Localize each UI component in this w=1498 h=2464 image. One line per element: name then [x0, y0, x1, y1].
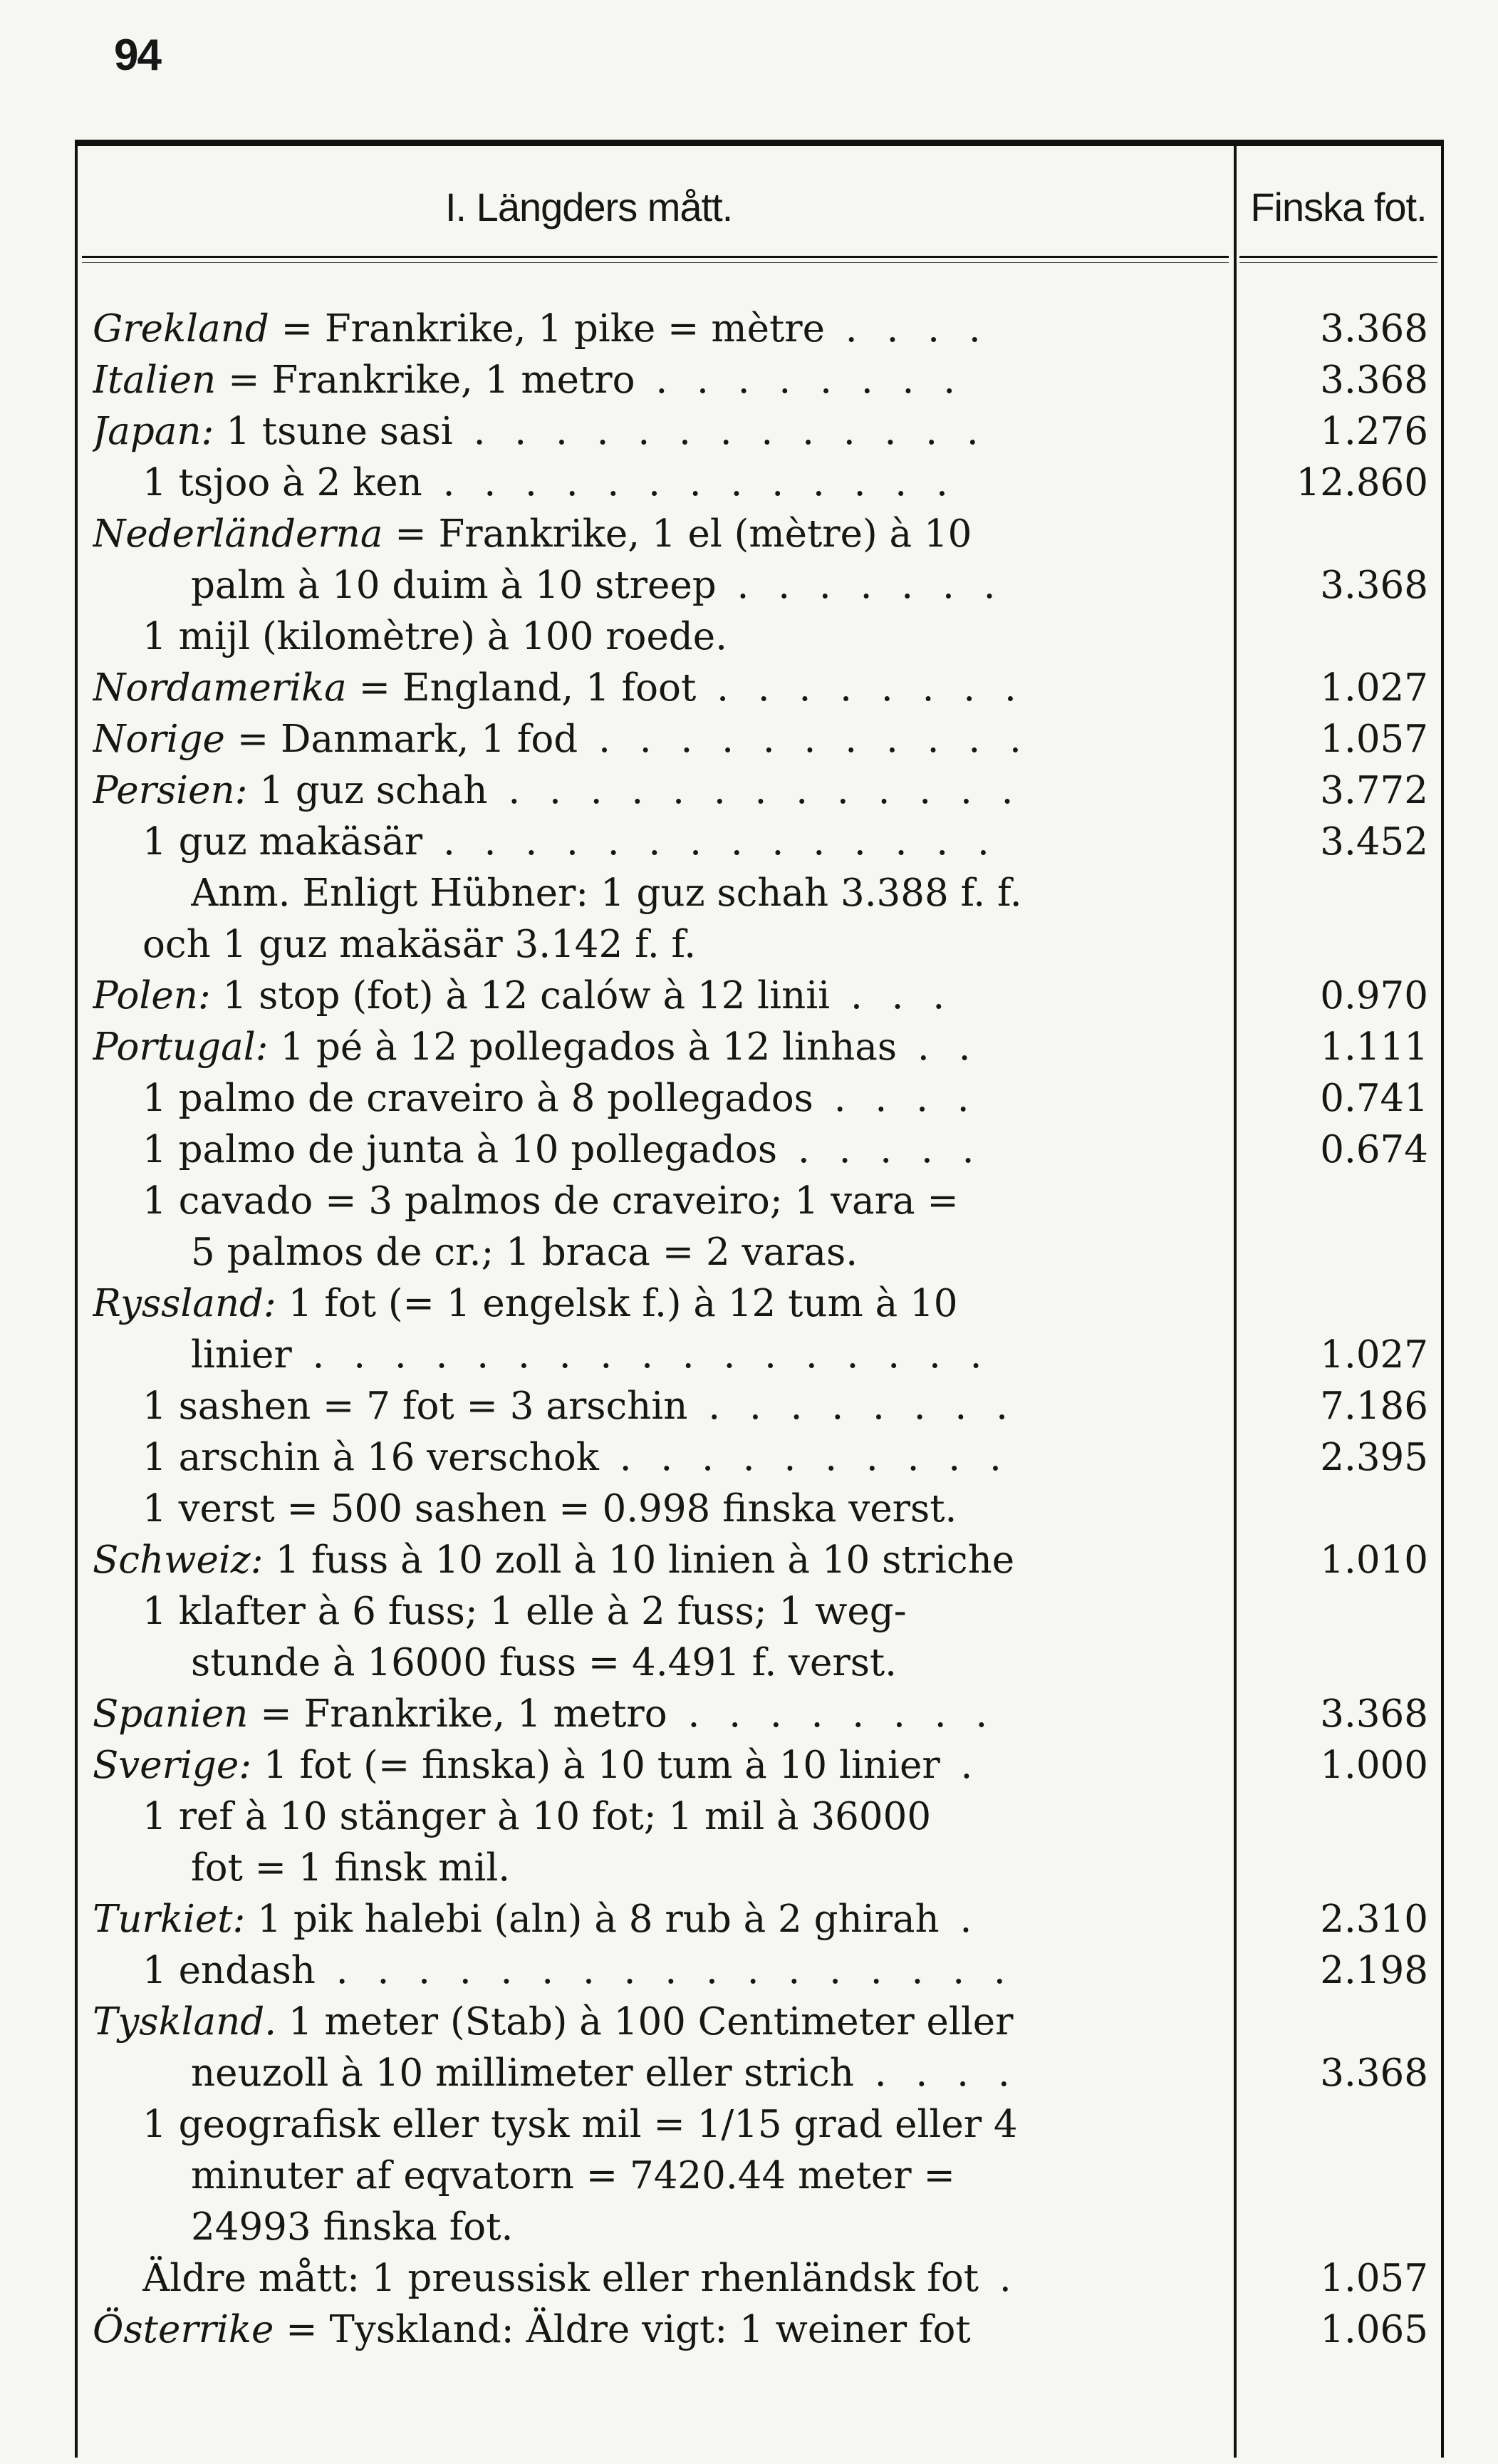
row-description: [142, 1791, 1214, 1843]
measure-text: 1 ref à 10 stänger à 10 fot; 1 mil à 36000: [142, 1795, 932, 1838]
leader-dots: . . . . . . . . . . . . . . . . .: [291, 1333, 991, 1377]
table-row: [0, 1586, 1498, 1637]
finska-fot-value: 1.000: [1320, 1744, 1428, 1787]
measure-text: = England, 1 foot: [346, 666, 697, 710]
row-description: [191, 1330, 1214, 1381]
table-row: [0, 1022, 1498, 1073]
leader-dots: . . . . . . . . . . .: [578, 718, 1030, 761]
table-row: [0, 1484, 1498, 1535]
country-name: Spanien: [93, 1692, 249, 1736]
table-row: [0, 2202, 1498, 2253]
measure-text: 1 sashen = 7 fot = 3 arschin: [142, 1384, 688, 1428]
country-name: Schweiz:: [93, 1538, 264, 1582]
row-description: [93, 1689, 1214, 1740]
row-description: [93, 1535, 1214, 1586]
table-row: [0, 2150, 1498, 2202]
table-row: [0, 560, 1498, 611]
row-description: [142, 817, 1214, 868]
table-row: [0, 868, 1498, 919]
table-row: [0, 2048, 1498, 2099]
country-name: Österrike: [93, 2308, 274, 2351]
table-row: [0, 1894, 1498, 1945]
row-description: [191, 2048, 1214, 2099]
measure-text: minuter af eqvatorn = 7420.44 meter =: [191, 2154, 955, 2198]
table-row: [0, 406, 1498, 457]
measure-text: 1 tsjoo à 2 ken: [142, 461, 422, 504]
leader-dots: . . . . . . . . . . . . . .: [422, 820, 998, 864]
measure-text: 1 geografisk eller tysk mil = 1/15 grad eller 4: [142, 2103, 1018, 2146]
country-name: Turkiet:: [93, 1898, 246, 1941]
row-description: [93, 304, 1214, 355]
measure-text: och 1 guz makäsär 3.142 f. f.: [142, 923, 697, 966]
leader-dots: . . . . . . . . . . . . .: [487, 769, 1022, 812]
table-row: [0, 2304, 1498, 2356]
measure-text: Äldre mått: 1 preussisk eller rhenländsk fot: [142, 2257, 979, 2300]
finska-fot-value: 2.198: [1320, 1949, 1428, 1992]
measure-text: 1 verst = 500 sashen = 0.998 finska verst.: [142, 1487, 957, 1531]
country-name: Italien: [93, 358, 217, 402]
row-description: [191, 1843, 1214, 1894]
leader-dots: . . . . . . . . . . . . .: [422, 461, 957, 504]
row-description: [142, 611, 1214, 663]
row-description: [142, 1124, 1214, 1176]
row-description: [191, 1227, 1214, 1278]
measure-text: Anm. Enligt Hübner: 1 guz schah 3.388 f. f.: [191, 871, 1022, 915]
table-row: [0, 611, 1498, 663]
country-name: Polen:: [93, 974, 211, 1018]
measure-text: = Danmark, 1 fod: [224, 718, 578, 761]
leader-dots: . . . . . . . . . . . . . . . . .: [315, 1949, 1014, 1992]
table-row: [0, 1381, 1498, 1432]
table-row: [0, 1535, 1498, 1586]
measure-text: 1 palmo de craveiro à 8 pollegados: [142, 1077, 813, 1120]
finska-fot-value: 3.368: [1320, 307, 1428, 351]
measure-text: 1 fot (= 1 engelsk f.) à 12 tum à 10: [276, 1282, 958, 1325]
table-row: [0, 355, 1498, 406]
measure-text: 1 arschin à 16 verschok: [142, 1436, 599, 1479]
finska-fot-value: 2.310: [1320, 1898, 1428, 1941]
table-row: [0, 1740, 1498, 1791]
table-row: [0, 1843, 1498, 1894]
table-row: [0, 765, 1498, 817]
table-row: [0, 663, 1498, 714]
measure-text: = Frankrike, 1 el (mètre) à 10: [383, 512, 972, 556]
leader-dots: . . . . . . . .: [635, 358, 964, 402]
table-row: [0, 1227, 1498, 1278]
country-name: Portugal:: [93, 1025, 269, 1069]
row-description: [191, 560, 1214, 611]
row-description: [142, 1176, 1214, 1227]
row-description: [93, 509, 1214, 560]
country-name: Norige: [93, 718, 225, 761]
row-description: [142, 1073, 1214, 1124]
row-description: [93, 355, 1214, 406]
row-description: [142, 1381, 1214, 1432]
table-row: [0, 509, 1498, 560]
leader-dots: . . . . .: [777, 1128, 983, 1171]
finska-fot-value: 0.674: [1320, 1128, 1428, 1171]
leader-dots: . . . .: [824, 307, 989, 351]
finska-fot-value: 2.395: [1320, 1436, 1428, 1479]
leader-dots: . . . . . . . . . . . . .: [452, 410, 987, 453]
row-description: [93, 1278, 1214, 1330]
measure-text: 1 mijl (kilomètre) à 100 roede.: [142, 615, 727, 658]
country-name: Japan:: [93, 410, 214, 453]
finska-fot-value: 7.186: [1320, 1384, 1428, 1428]
measure-text: 24993 finska fot.: [191, 2205, 514, 2249]
row-description: [142, 2253, 1214, 2304]
row-description: [142, 2099, 1214, 2150]
row-description: [191, 2202, 1214, 2253]
leader-dots: . . . . . . . .: [667, 1692, 997, 1736]
finska-fot-value: 1.111: [1320, 1025, 1428, 1069]
finska-fot-value: 1.010: [1320, 1538, 1428, 1582]
table-row: [0, 457, 1498, 509]
row-description: [93, 1022, 1214, 1073]
table-row: [0, 1330, 1498, 1381]
row-description: [142, 1945, 1214, 1997]
measure-text: 5 palmos de cr.; 1 braca = 2 varas.: [191, 1231, 858, 1274]
row-description: [191, 1637, 1214, 1689]
leader-dots: . . . . . . . .: [687, 1384, 1016, 1428]
measure-text: 1 meter (Stab) à 100 Centimeter eller: [276, 2000, 1014, 2044]
finska-fot-value: 1.057: [1320, 718, 1428, 761]
row-description: [93, 406, 1214, 457]
table-row: [0, 1945, 1498, 1997]
leader-dots: . . .: [830, 974, 954, 1018]
measure-text: palm à 10 duim à 10 streep: [191, 564, 717, 607]
finska-fot-value: 3.452: [1320, 820, 1428, 864]
measure-text: linier: [191, 1333, 292, 1377]
measure-text: 1 palmo de junta à 10 pollegados: [142, 1128, 778, 1171]
finska-fot-value: 1.065: [1320, 2308, 1428, 2351]
table-row: [0, 1637, 1498, 1689]
row-description: [93, 765, 1214, 817]
leader-dots: . . . . . . . .: [696, 666, 1025, 710]
measure-text: 1 fuss à 10 zoll à 10 linien à 10 striche: [263, 1538, 1015, 1582]
finska-fot-value: 3.368: [1320, 358, 1428, 402]
unit-column-header: Finska fot.: [1250, 185, 1427, 229]
row-description: [142, 1432, 1214, 1484]
row-description: [93, 1997, 1214, 2048]
table-row: [0, 817, 1498, 868]
leader-dots: . . . .: [813, 1077, 978, 1120]
leader-dots: .: [940, 1744, 982, 1787]
table-row: [0, 1432, 1498, 1484]
measure-text: = Frankrike, 1 metro: [248, 1692, 667, 1736]
measure-text: 1 fot (= finska) à 10 tum à 10 linier: [251, 1744, 940, 1787]
row-description: [142, 1586, 1214, 1637]
table-row: [0, 919, 1498, 970]
measure-text: 1 guz schah: [247, 769, 488, 812]
header-rule-thin-unit: [1239, 262, 1437, 263]
measure-text: = Frankrike, 1 pike = mètre: [269, 307, 825, 351]
row-description: [93, 2304, 1214, 2356]
row-description: [142, 919, 1214, 970]
page-number: 94: [114, 31, 160, 80]
header-rule-unit: [1239, 256, 1437, 258]
table-row: [0, 1073, 1498, 1124]
measure-text: 1 endash: [142, 1949, 316, 1992]
table-row: [0, 1176, 1498, 1227]
measure-text: 1 tsune sasi: [214, 410, 453, 453]
measure-text: 1 pik halebi (aln) à 8 rub à 2 ghirah: [245, 1898, 940, 1941]
country-name: Tyskland.: [93, 2000, 277, 2044]
header-rule: [82, 256, 1229, 258]
leader-dots: . .: [897, 1025, 979, 1069]
finska-fot-value: 1.027: [1320, 1333, 1428, 1377]
measure-text: 1 klafter à 6 fuss; 1 elle à 2 fuss; 1 weg-: [142, 1590, 907, 1633]
row-description: [93, 1740, 1214, 1791]
row-description: [93, 970, 1214, 1022]
leader-dots: .: [979, 2257, 1020, 2300]
finska-fot-value: 1.276: [1320, 410, 1428, 453]
table-row: [0, 1278, 1498, 1330]
leader-dots: . . . .: [853, 2051, 1019, 2095]
measure-text: 1 pé à 12 pollegados à 12 linhas: [268, 1025, 898, 1069]
header-rule-thin: [82, 262, 1229, 263]
finska-fot-value: 1.027: [1320, 666, 1428, 710]
row-description: [93, 663, 1214, 714]
table-row: [0, 2099, 1498, 2150]
table-row: [0, 304, 1498, 355]
measure-text: = Tyskland: Äldre vigt: 1 weiner fot: [274, 2308, 971, 2351]
country-name: Nordamerika: [93, 666, 347, 710]
row-description: [142, 457, 1214, 509]
finska-fot-value: 12.860: [1296, 461, 1428, 504]
table-row: [0, 1997, 1498, 2048]
finska-fot-value: 3.368: [1320, 2051, 1428, 2095]
leader-dots: .: [939, 1898, 981, 1941]
table-row: [0, 714, 1498, 765]
country-name: Ryssland:: [93, 1282, 276, 1325]
country-name: Persien:: [93, 769, 248, 812]
finska-fot-value: 1.057: [1320, 2257, 1428, 2300]
measures-table: [0, 304, 1498, 2356]
country-name: Sverige:: [93, 1744, 252, 1787]
measure-text: fot = 1 finsk mil.: [191, 1846, 511, 1890]
table-row: [0, 2253, 1498, 2304]
leader-dots: . . . . . . . . . .: [598, 1436, 1010, 1479]
finska-fot-value: 0.741: [1320, 1077, 1428, 1120]
finska-fot-value: 3.368: [1320, 1692, 1428, 1736]
measure-text: stunde à 16000 fuss = 4.491 f. verst.: [191, 1641, 898, 1684]
row-description: [142, 1484, 1214, 1535]
finska-fot-value: 3.368: [1320, 564, 1428, 607]
table-row: [0, 970, 1498, 1022]
finska-fot-value: 0.970: [1320, 974, 1428, 1018]
country-name: Grekland: [93, 307, 269, 351]
measure-text: neuzoll à 10 millimeter eller strich: [191, 2051, 854, 2095]
table-row: [0, 1689, 1498, 1740]
table-row: [0, 1124, 1498, 1176]
leader-dots: . . . . . . .: [716, 564, 1004, 607]
measure-text: 1 stop (fot) à 12 calów à 12 linii: [210, 974, 831, 1018]
country-name: Nederländerna: [93, 512, 383, 556]
row-description: [93, 714, 1214, 765]
row-description: [191, 868, 1214, 919]
row-description: [93, 1894, 1214, 1945]
table-row: [0, 1791, 1498, 1843]
row-description: [191, 2150, 1214, 2202]
finska-fot-value: 3.772: [1320, 769, 1428, 812]
measure-text: = Frankrike, 1 metro: [216, 358, 635, 402]
measure-text: 1 cavado = 3 palmos de craveiro; 1 vara =: [142, 1179, 959, 1223]
section-title: I. Längders mått.: [445, 185, 733, 229]
measure-text: 1 guz makäsär: [142, 820, 423, 864]
